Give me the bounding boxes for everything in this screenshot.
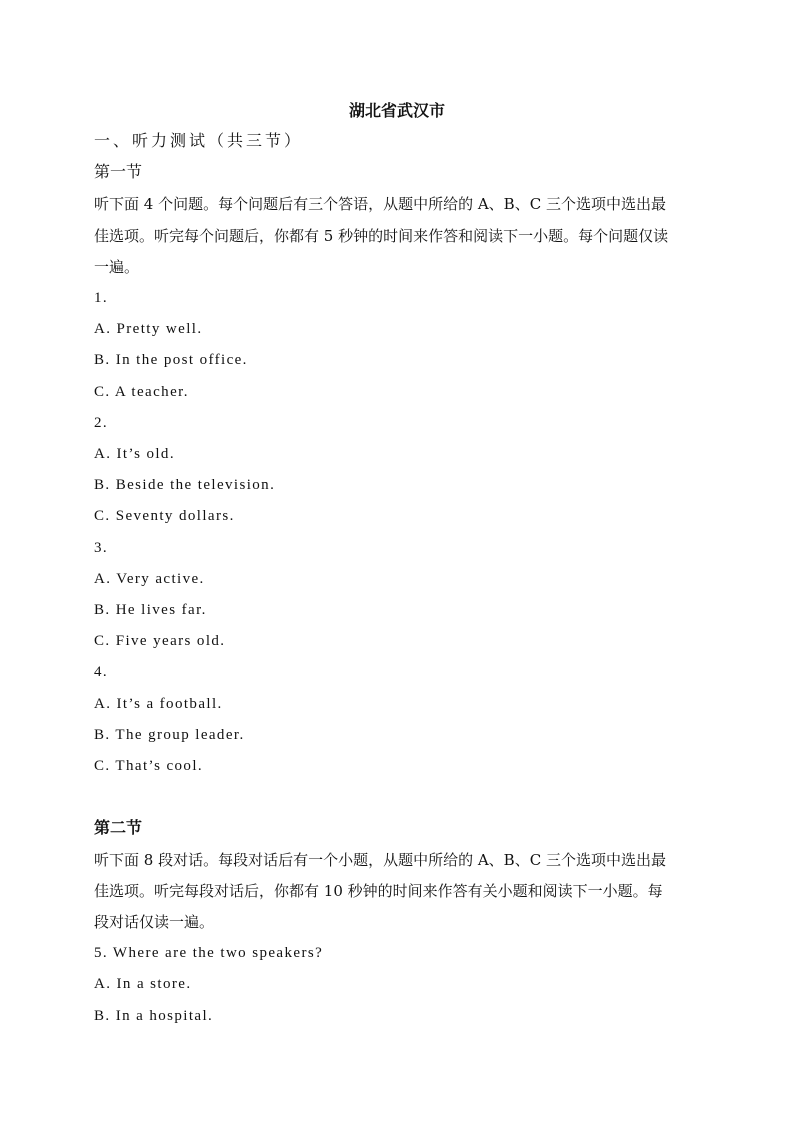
- question-5-option-a: A. In a store.: [94, 976, 192, 992]
- question-5-text: 5. Where are the two speakers?: [94, 945, 324, 961]
- question-2-option-c: C. Seventy dollars.: [94, 508, 235, 524]
- question-4-option-b: B. The group leader.: [94, 727, 245, 743]
- question-1-option-a: A. Pretty well.: [94, 321, 203, 337]
- question-4-option-a: A. It’s a football.: [94, 696, 223, 712]
- part-1-instructions-line-1: 听下面 4 个问题。每个问题后有三个答语，从题中所给的 A、B、C 三个选项中选出最: [94, 195, 666, 213]
- question-1-option-c: C. A teacher.: [94, 384, 189, 400]
- question-3-number: 3.: [94, 540, 109, 556]
- question-1-option-b: B. In the post office.: [94, 352, 248, 368]
- part-1-instructions-line-2: 佳选项。听完每个问题后，你都有 5 秒钟的时间来作答和阅读下一小题。每个问题仅读: [94, 227, 669, 245]
- part-2-label: 第二节: [94, 818, 143, 837]
- part-2-instructions-line-2: 佳选项。听完每段对话后，你都有 10 秒钟的时间来作答有关小题和阅读下一小题。每: [94, 882, 663, 900]
- section-heading-listening: 一、听力测试（共三节）: [94, 131, 304, 150]
- document-title: 湖北省武汉市: [348, 101, 445, 120]
- question-5-option-b: B. In a hospital.: [94, 1008, 214, 1024]
- question-4-option-c: C. That’s cool.: [94, 758, 204, 774]
- question-2-number: 2.: [94, 415, 109, 431]
- question-3-option-c: C. Five years old.: [94, 633, 226, 649]
- part-2-instructions-line-3: 段对话仅读一遍。: [94, 913, 215, 931]
- question-3-option-a: A. Very active.: [94, 571, 205, 587]
- question-4-number: 4.: [94, 664, 109, 680]
- question-2-option-b: B. Beside the television.: [94, 477, 276, 493]
- question-3-option-b: B. He lives far.: [94, 602, 207, 618]
- question-1-number: 1.: [94, 290, 109, 306]
- part-1-instructions-line-3: 一遍。: [94, 258, 140, 276]
- part-1-label: 第一节: [94, 162, 143, 181]
- part-2-instructions-line-1: 听下面 8 段对话。每段对话后有一个小题，从题中所给的 A、B、C 三个选项中选出最: [94, 851, 666, 869]
- question-2-option-a: A. It’s old.: [94, 446, 175, 462]
